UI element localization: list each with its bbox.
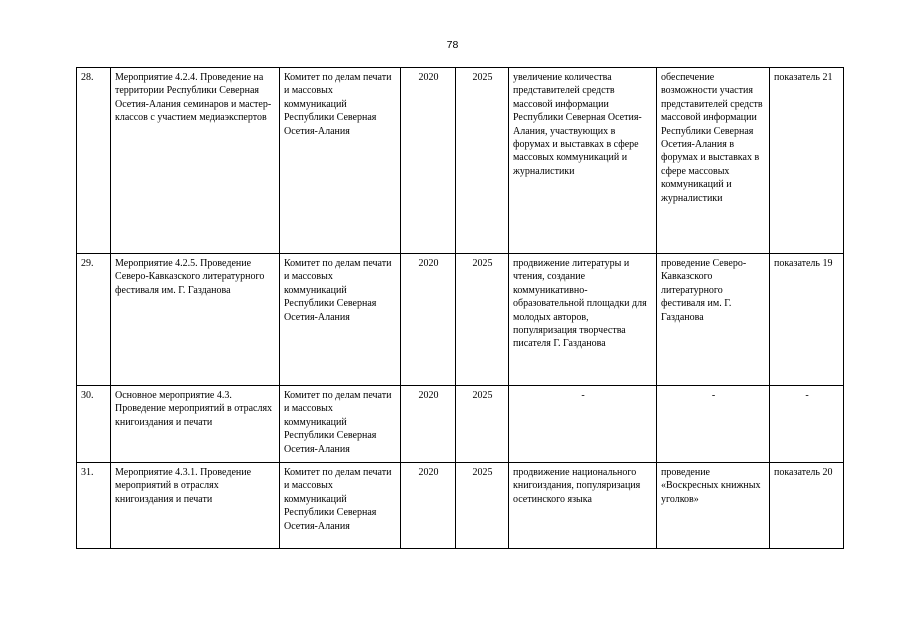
responsible-executor: Комитет по делам печати и массовых коммуникаций Республики Северная Осетия-Алания — [280, 386, 401, 463]
responsible-executor: Комитет по делам печати и массовых коммуникаций Республики Северная Осетия-Алания — [280, 463, 401, 549]
main-directions: - — [657, 386, 770, 463]
main-directions: обеспечение возможности участия представителей средств массовой информации Республики Северная Осетия-Алания в форумах и выставках в сфере массовых коммуникаций и журналистики — [657, 68, 770, 254]
start-year: 2020 — [401, 254, 456, 386]
start-year: 2020 — [401, 463, 456, 549]
end-year: 2025 — [456, 68, 509, 254]
table-row — [77, 254, 844, 386]
expected-result: увеличение количества представителей средств массовой информации Республики Северная Осетия-Алания, участвующих в форумах и выставках в сфере массовых коммуникаций и журналистики — [509, 68, 657, 254]
end-year: 2025 — [456, 463, 509, 549]
responsible-executor: Комитет по делам печати и массовых коммуникаций Республики Северная Осетия-Алания — [280, 68, 401, 254]
start-year: 2020 — [401, 68, 456, 254]
activity-name: Мероприятие 4.2.4. Проведение на территории Республики Северная Осетия-Алания семинаров и мастер-классов с участием медиаэкспертов — [111, 68, 280, 254]
row-number: 30. — [77, 386, 111, 463]
table-row — [77, 463, 844, 549]
row-number: 28. — [77, 68, 111, 254]
expected-result: продвижение национального книгоиздания, популяризация осетинского языка — [509, 463, 657, 549]
indicator-link: показатель 21 — [770, 68, 844, 254]
main-directions: проведение Северо-Кавказского литературного фестиваля им. Г. Газданова — [657, 254, 770, 386]
end-year: 2025 — [456, 254, 509, 386]
row-number: 31. — [77, 463, 111, 549]
activity-name: Мероприятие 4.3.1. Проведение мероприятий в отраслях книгоиздания и печати — [111, 463, 280, 549]
responsible-executor: Комитет по делам печати и массовых коммуникаций Республики Северная Осетия-Алания — [280, 254, 401, 386]
end-year: 2025 — [456, 386, 509, 463]
expected-result: - — [509, 386, 657, 463]
activity-name: Основное мероприятие 4.3. Проведение мероприятий в отраслях книгоиздания и печати — [111, 386, 280, 463]
indicator-link: - — [770, 386, 844, 463]
table-row — [77, 68, 844, 254]
expected-result: продвижение литературы и чтения, создание коммуникативно-образовательной площадки для молодых авторов, популяризация творчества писателя Г. Газданова — [509, 254, 657, 386]
table-row — [77, 386, 844, 463]
activity-name: Мероприятие 4.2.5. Проведение Северо-Кавказского литературного фестиваля им. Г. Газданова — [111, 254, 280, 386]
program-activities-table — [76, 67, 844, 549]
start-year: 2020 — [401, 386, 456, 463]
indicator-link: показатель 19 — [770, 254, 844, 386]
main-directions: проведение «Воскресных книжных уголков» — [657, 463, 770, 549]
indicator-link: показатель 20 — [770, 463, 844, 549]
row-number: 29. — [77, 254, 111, 386]
page-number: 78 — [446, 39, 459, 51]
